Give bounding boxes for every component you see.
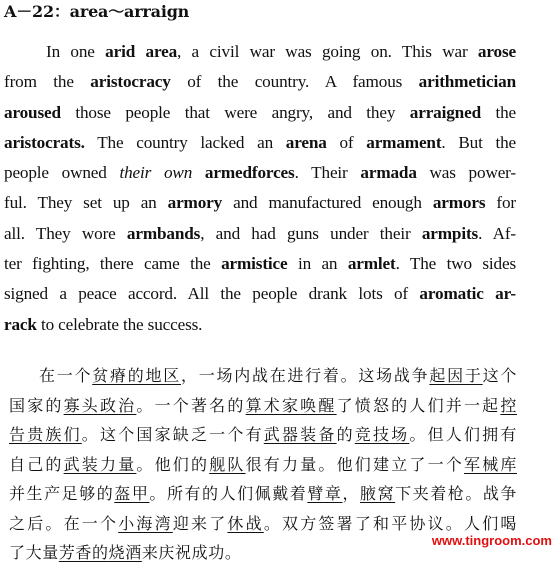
text-run: in an	[287, 254, 348, 274]
text-run: the	[480, 102, 516, 122]
text-run: of	[326, 132, 367, 152]
text-run	[192, 163, 205, 182]
text-run: 。他们的	[136, 454, 210, 474]
vocabulary-word: aromatic ar-	[419, 284, 516, 304]
underlined-term: 控	[500, 395, 517, 415]
vocabulary-word: armpits	[421, 223, 479, 243]
text-run: 之后。在一个	[9, 513, 119, 533]
english-line	[4, 158, 516, 188]
english-line	[4, 98, 516, 128]
english-line	[4, 219, 516, 249]
underlined-term: 小海湾	[118, 513, 173, 533]
text-run: for	[485, 193, 516, 213]
english-line	[4, 67, 516, 97]
english-line	[4, 279, 516, 309]
underlined-term: 休战	[227, 513, 264, 533]
underlined-term: 算术家	[245, 395, 301, 415]
english-line	[4, 188, 516, 218]
vocabulary-word: arithmetician	[418, 72, 516, 92]
chinese-line	[9, 480, 517, 510]
english-paragraph	[4, 37, 516, 340]
text-run: ter fighting, there came the	[4, 254, 222, 274]
vocabulary-word: armedforces	[204, 163, 295, 183]
italic-text: their own	[119, 163, 193, 183]
chinese-line	[9, 421, 517, 451]
text-run: people owned	[4, 163, 120, 183]
vocabulary-word: arena	[285, 132, 327, 152]
underlined-term: 盔甲	[114, 484, 150, 503]
text-run: 。双方签署了和平协议。人们喝	[263, 513, 518, 533]
text-run: of the country. A famous	[170, 72, 419, 92]
text-run: 这个	[482, 366, 517, 385]
underlined-term: 唤醒	[300, 395, 337, 415]
text-run: 了大量	[9, 543, 59, 562]
text-run: signed a peace accord. All the people drank lots of	[4, 284, 420, 304]
text-run: 在一个	[39, 366, 93, 385]
vocabulary-word: armistice	[221, 254, 288, 274]
underlined-term: 贫瘠的地区	[92, 366, 181, 385]
underlined-term: 臂章	[307, 484, 343, 503]
text-run: from the	[4, 72, 91, 92]
vocabulary-word: armament	[366, 132, 442, 152]
text-run: The country lacked an	[84, 132, 286, 152]
text-run: 自己的	[9, 454, 64, 474]
text-run: 的	[336, 425, 355, 444]
underlined-term: 武器装备	[263, 425, 337, 444]
text-run: ，	[342, 484, 361, 503]
text-run: 。这个国家缺乏一个有	[81, 425, 264, 444]
text-run: all. They wore	[4, 223, 127, 243]
vocabulary-word: aristocracy	[90, 72, 171, 92]
text-run: 迎来了	[172, 513, 228, 533]
text-run: those people that were angry, and they	[60, 102, 410, 122]
text-run: ful. They set up an	[4, 193, 168, 213]
text-run: 。但人们拥有	[409, 425, 517, 444]
text-run: , a civil war was going on. This war	[177, 42, 478, 61]
text-run: ，一场内战在进行着。这场战争	[180, 366, 430, 385]
text-run: 国家的	[9, 395, 64, 415]
english-line	[4, 310, 516, 340]
text-run: 来庆祝成功。	[141, 543, 242, 562]
text-run: , and had guns under their	[200, 223, 422, 243]
section-heading: A－22：area～arraign	[4, 2, 190, 21]
text-run: was power-	[416, 163, 516, 183]
vocabulary-word: aroused	[4, 102, 61, 122]
text-run: . Af-	[478, 223, 516, 243]
vocabulary-word: aristocrats.	[4, 132, 85, 152]
vocabulary-word: armlet	[347, 254, 396, 274]
text-run: 。一个著名的	[136, 395, 246, 415]
vocabulary-word: arid area	[105, 42, 178, 61]
text-run: . The two sides	[395, 254, 517, 274]
text-run: and manufactured enough	[222, 193, 433, 213]
underlined-term: 竞技场	[354, 425, 410, 444]
text-run: to celebrate the success.	[36, 314, 203, 334]
vocabulary-word: armada	[360, 163, 417, 183]
underlined-term: 舰队	[209, 454, 246, 474]
chinese-line	[9, 362, 517, 392]
text-run: 了愤怒的人们并一起	[336, 395, 501, 415]
text-run: . Their	[294, 163, 361, 183]
underlined-term: 起因于	[429, 366, 483, 385]
vocabulary-word: arose	[477, 42, 516, 61]
underlined-term: 腋窝	[360, 484, 396, 503]
text-run: In one	[46, 42, 106, 61]
underlined-term: 军械库	[464, 454, 517, 474]
underlined-term: 芳香的	[58, 543, 109, 562]
underlined-term: 烧酒	[108, 543, 142, 562]
text-run: 很有力量。他们建立了一个	[245, 454, 464, 474]
text-run: 下夹着枪。战争	[395, 484, 518, 503]
english-line	[4, 37, 516, 67]
vocabulary-word: armory	[167, 193, 223, 213]
text-run: 。所有的人们佩戴着	[149, 484, 308, 503]
underlined-term: 寡头政治	[63, 395, 137, 415]
text-run: . But the	[441, 132, 516, 152]
vocabulary-word: armbands	[126, 223, 201, 243]
chinese-line	[9, 392, 517, 422]
vocabulary-word: rack	[4, 314, 37, 334]
vocabulary-word: armors	[432, 193, 486, 213]
site-watermark: www.tingroom.com	[431, 533, 552, 548]
chinese-line	[9, 451, 517, 481]
vocabulary-word: arraigned	[409, 102, 481, 122]
underlined-term: 武装力量	[63, 454, 137, 474]
underlined-term: 告贵族们	[9, 425, 82, 444]
english-line	[4, 249, 516, 279]
text-run: 并生产足够的	[9, 484, 115, 503]
english-line	[4, 128, 516, 158]
